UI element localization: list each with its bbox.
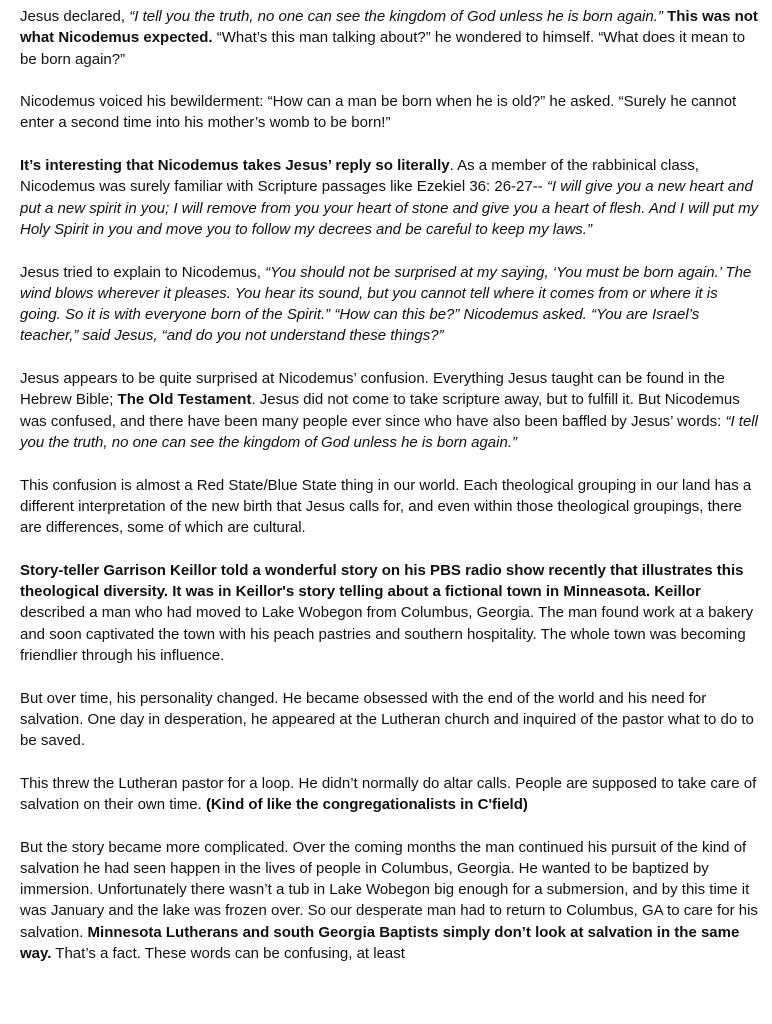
paragraph-1 [20,6,760,70]
text-segment: Nicodemus voiced his bewilderment: “How can a man be born when he is old?” he asked. “Surely he cannot enter a second time into his mother’s womb to be born!” [20,93,737,132]
paragraph-9 [20,773,760,816]
paragraph-4 [20,262,760,347]
text-segment-bold: (Kind of like the congregationalists in C'field) [205,795,528,813]
text-segment: Jesus declared, [20,8,130,25]
text-segment: “What’s this man talking about?” he wondered to himself. “What does it mean to be born again?” [20,29,746,68]
paragraph-2 [20,91,760,134]
text-segment-italic: “I tell you the truth, no one can see the kingdom of God unless he is born again.” [20,412,758,451]
text-segment-italic: “You should not be surprised at my saying, ‘You must be born again.’ The wind blows wherever it pleases. You hear its sound, but you cannot tell where it comes from or where it is going. So it is with everyone born of the Spirit.” “How can this be?” Nicodemus asked. “You are Israel’s teacher,” said Jesus, “and do you not understand these things?” [20,263,752,345]
text-segment-bold: Minnesota Lutherans and south Georgia Baptists simply don’t look at salvation in the same way. [20,923,740,963]
text-segment-bold: The Old Testament [117,391,252,409]
text-segment-bold: Story-teller Garrison Keillor told a wonderful story on his PBS radio show recently that illustrates this theological diversity. It was in Keillor's story telling about a fictional town in Minneasota. Keillor [20,561,744,601]
text-segment: But over time, his personality changed. He became obsessed with the end of the world and his need for salvation. One day in desperation, he appeared at the Lutheran church and inquired of the pastor what to do to be saved. [20,689,754,750]
text-segment: That’s a fact. These words can be confusing, at least [51,945,405,963]
text-segment-bold: It’s interesting that Nicodemus takes Jesus’ reply so literally [20,157,450,175]
text-segment: This confusion is almost a Red State/Blue State thing in our world. Each theological grouping in our land has a different interpretation of the new birth that Jesus calls for, and even within those theological groupings, there are differences, some of which are cultural. [20,476,752,537]
paragraph-7 [20,560,760,666]
text-segment: Jesus tried to explain to Nicodemus, [20,263,266,281]
paragraph-10 [20,837,760,965]
text-segment: . Jesus did not come to take scripture away, but to fulfill it. But Nicodemus was confused, and there have been many people ever since who have also been baffled by Jesus’ words: [20,391,740,430]
paragraph-8 [20,688,760,752]
text-segment: Jesus appears to be quite surprised at Nicodemus’ confusion. Everything Jesus taught can be found in the Hebrew Bible; [20,370,725,409]
text-segment: This threw the Lutheran pastor for a loop. He didn’t normally do altar calls. People are supposed to take care of salvation on their own time. [20,774,757,813]
document-page [20,6,760,986]
text-segment-italic: “I tell you the truth, no one can see the kingdom of God unless he is born again.” [129,8,663,25]
paragraph-6 [20,475,760,539]
text-segment: . As a member of the rabbinical class, Nicodemus was surely familiar with Scripture passages like Ezekiel 36: 26-27-- [20,157,699,196]
text-segment-bold: This was not what Nicodemus expected. [20,8,758,47]
paragraph-3 [20,155,760,240]
text-segment: described a man who had moved to Lake Wobegon from Columbus, Georgia. The man found work at a bakery and soon captivated the town with his peach pastries and southern hospitality. The whole town was becoming friendlier through his influence. [20,604,754,664]
text-segment-italic: “I will give you a new heart and put a new spirit in you; I will remove from you your heart of stone and give you a heart of flesh. And I will put my Holy Spirit in you and move you to follow my decrees and be careful to keep my laws.” [20,178,759,238]
paragraph-5 [20,368,760,453]
text-segment: But the story became more complicated. Over the coming months the man continued his pursuit of the kind of salvation he had seen happen in the lives of people in Columbus, Georgia. He wanted to be baptized by immersion. Unfortunately there wasn’t a tub in Lake Wobegon big enough for a submersion, and by this time it was January and the lake was frozen over. So our desperate man had to return to Columbus, GA to care for his salvation. [20,838,758,941]
